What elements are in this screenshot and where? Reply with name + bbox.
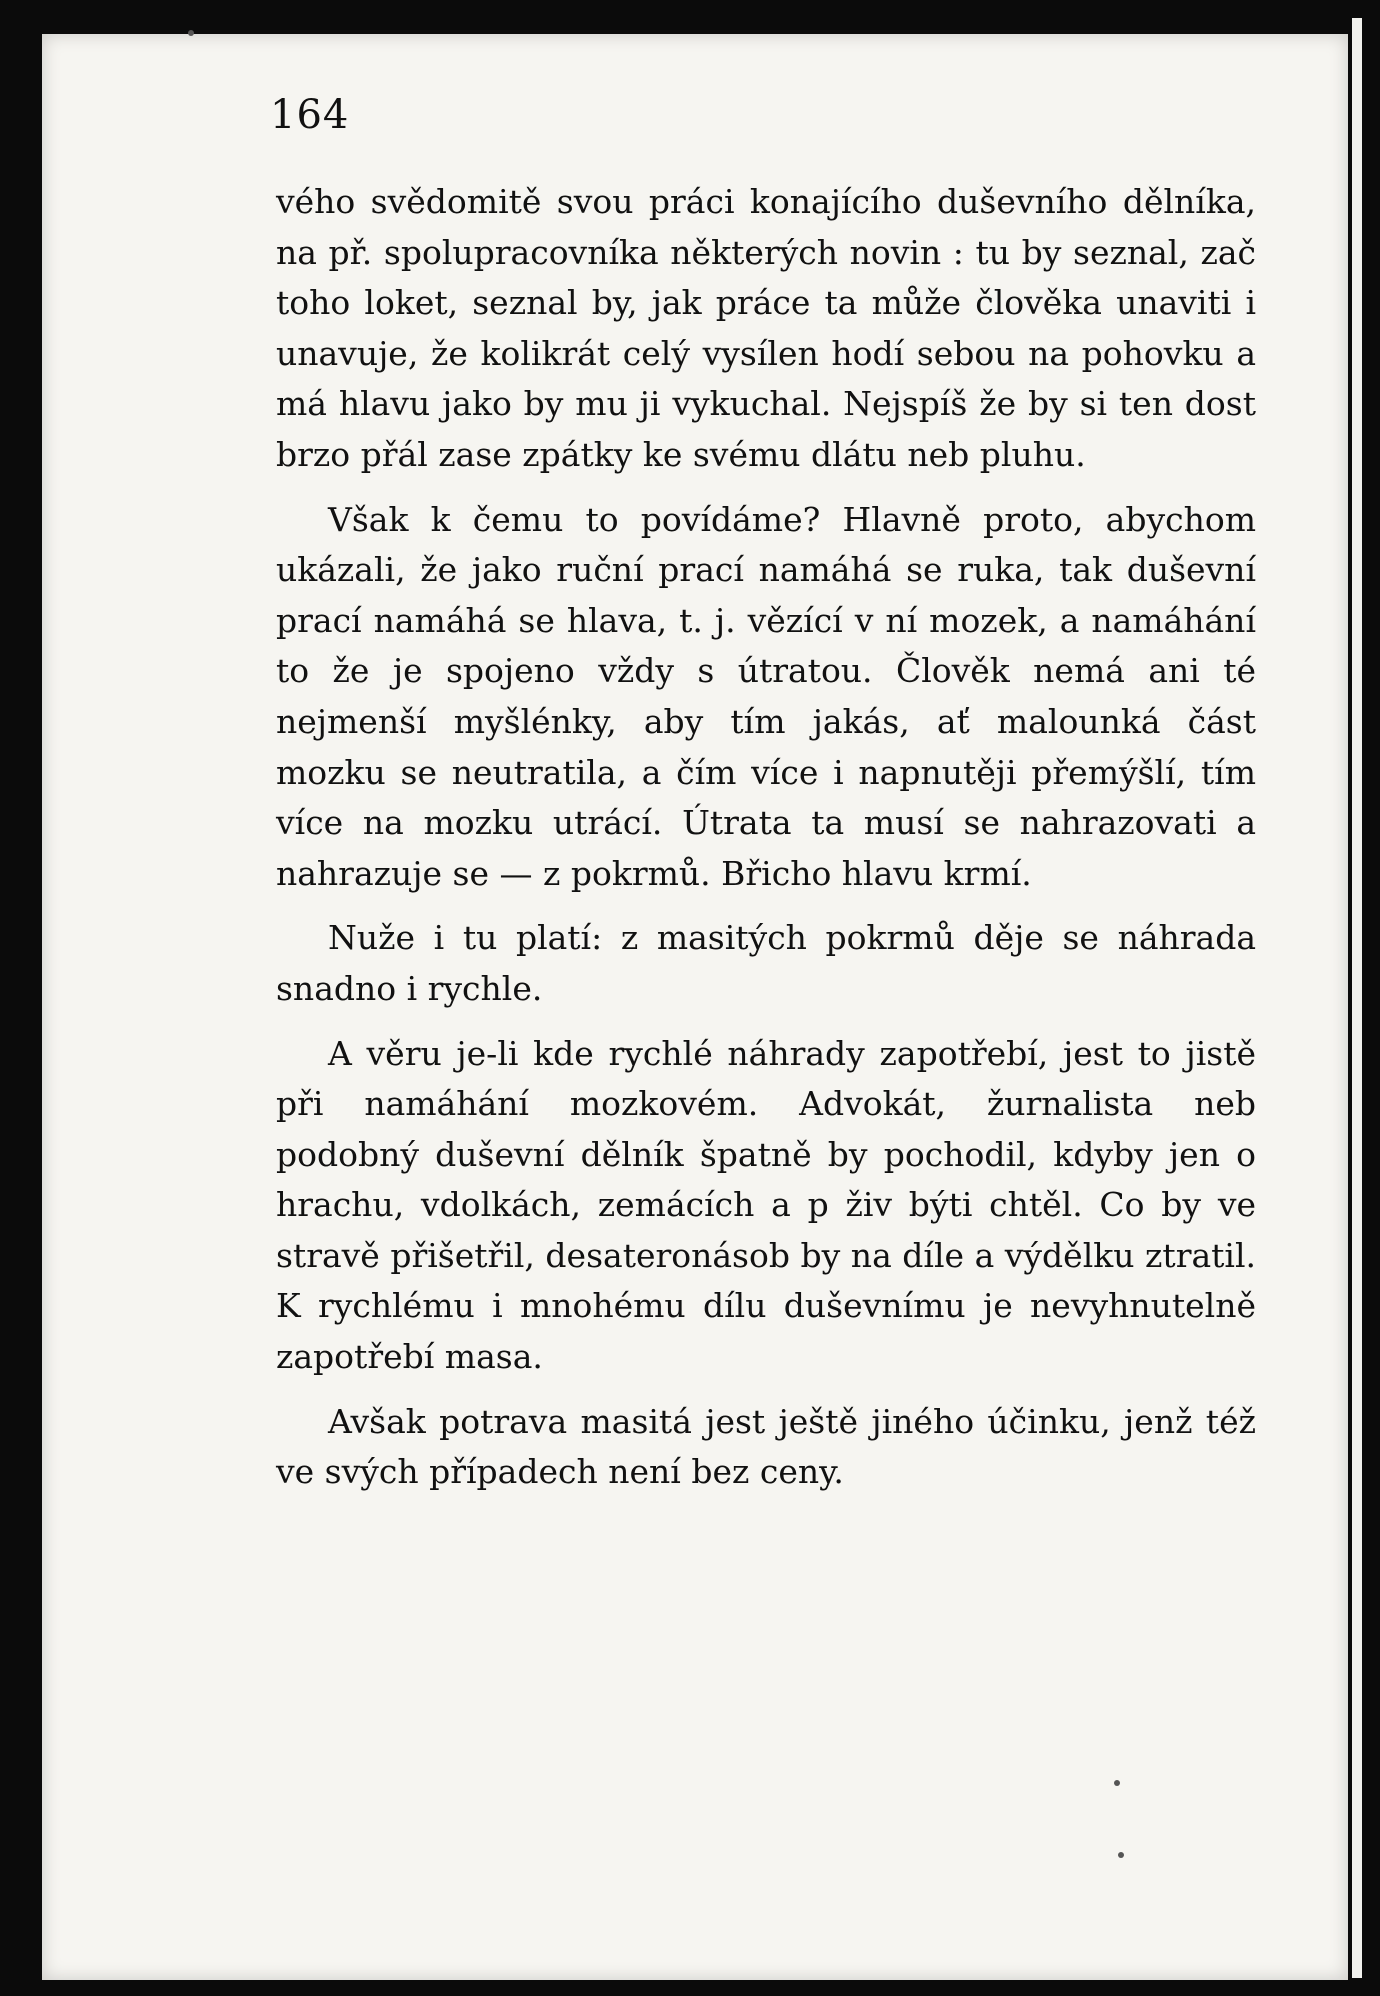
scan-speck bbox=[1114, 1780, 1120, 1786]
body-text bbox=[276, 177, 1256, 1498]
paragraph-2: Však k čemu to povídáme? Hlavně proto, abychom ukázali, že jako ruční prací namáhá se ruka, tak duševní prací namáhá se hlava, t. j. vězící v ní mozek, a namáhání to že je spojeno vždy s útratou. Člověk nemá ani té nejmenší myšlénky, aby tím jakás, ať malounká část mozku se neutratila, a čím více i napnutěji přemýšlí, tím více na mozku utrácí. Útrata ta musí se nahrazovati a nahrazuje se — z pokrmů. Břicho hlavu krmí. bbox=[276, 499, 1256, 893]
paragraph-1: vého svědomitě svou práci konajícího duševního dělníka, na př. spolupracovníka některých novin : tu by seznal, zač toho loket, seznal by, jak práce ta může člověka unaviti i unavuje, že kolikrát celý vysílen hodí sebou na pohovku a má hlavu jako by mu ji vykuchal. Nejspíš že by si ten dost brzo přál zase zpátky ke svému dlátu neb pluhu. bbox=[276, 182, 1256, 474]
paragraph-5: Avšak potrava masitá jest ještě jiného účinku, jenž též ve svých případech není bez ceny. bbox=[276, 1401, 1256, 1492]
paragraph-4: A věru je-li kde rychlé náhrady zapotřebí, jest to jistě při namáhání mozkovém. Advokát, žurnalista neb podobný duševní dělník špatně by pochodil, kdyby jen o hrachu, vdolkách, zemácích a p živ býti chtěl. Co by ve stravě přišetřil, desateronásob by na díle a výdělku ztratil. K rychlému i mnohému dílu duševnímu je nevyhnutelně zapotřebí masa. bbox=[276, 1033, 1256, 1377]
scan-speck bbox=[188, 30, 194, 36]
paragraph-3: Nuže i tu platí: z masitých pokrmů děje se náhrada snadno i rychle. bbox=[276, 918, 1256, 1008]
page-number: 164 bbox=[270, 92, 350, 138]
scan-speck bbox=[1118, 1852, 1124, 1858]
adjacent-page-edge bbox=[1352, 18, 1362, 1978]
